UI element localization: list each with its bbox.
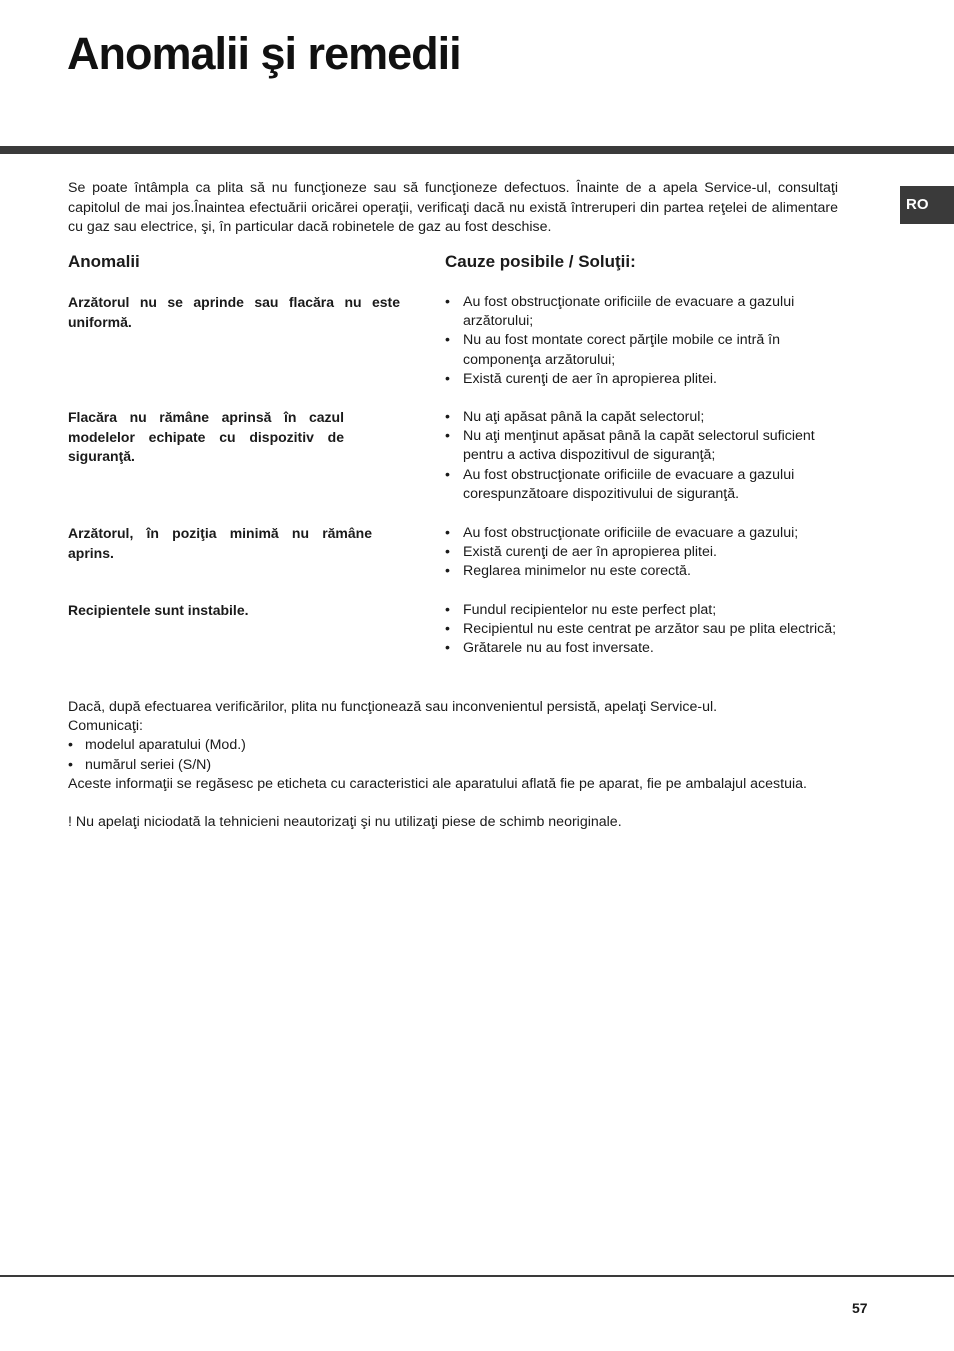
causes-list [445,601,855,659]
closing-notes [68,698,828,832]
page-number: 57 [852,1300,868,1316]
cause-item: • Grătarele nu au fost inversate. [445,639,855,658]
cause-item: • Au fost obstrucţionate orificiile de evacuare a gazului arzătorului; [445,294,795,330]
cause-item: • Au fost obstrucţionate orificiile de evacuare a gazului; [445,524,855,543]
causes-heading: Cauze posibile / Soluţii: [445,252,636,271]
causes-list [445,293,855,389]
cause-item: • Au fost obstrucţionate orificiile de evacuare a gazului corespunzătoare dispozitivului de siguranţă. [445,466,795,502]
bullet-icon: • [445,544,450,561]
bullet-icon: • [445,294,450,310]
communicate-label: Comunicaţi: [68,718,143,735]
cause-item: • Recipientul nu este centrat pe arzător sau pe plita electrică; [445,620,855,639]
anomaly-text: Arzătorul, în poziţia minimă nu rămâne aprins. [68,525,372,561]
anomaly-text: Recipientele sunt instabile. [68,602,249,618]
cause-item: • Reglarea minimelor nu este corectă. [445,562,855,581]
cause-item: • Există curenţi de aer în apropierea plitei. [445,543,855,562]
footer-divider [0,1275,954,1277]
anomaly-text: Arzătorul nu se aprinde sau flacăra nu este uniformă. [68,294,400,330]
intro-paragraph: Se poate întâmpla ca plita să nu funcţioneze sau să funcţioneze defectuos. Înainte de a apela Service-ul, consultaţi capitolul de mai jos.Înaintea efectuării oricărei operaţii, verificaţi dacă nu există întreruperi din partea reţelei de alimentare cu gaz sau electrice, şi, în particular dacă robinetele de gaz au fost deschise. [68,180,838,235]
cause-item: • Nu aţi apăsat până la capăt selectorul; [445,408,855,427]
bullet-icon: • [445,428,450,445]
bullet-icon: • [445,602,450,618]
info-bullet: • numărul seriei (S/N) [68,756,828,775]
bullet-icon: • [68,756,73,773]
cause-item: • Fundul recipientelor nu este perfect plat; [445,601,855,620]
cause-item: • Nu aţi menţinut apăsat până la capăt selectorul suficient pentru a activa dispozitivul de siguranţă; [445,428,815,464]
cause-item: • Există curenţi de aer în apropierea plitei. [445,370,855,389]
cause-item: • Nu au fost montate corect părţile mobile ce intră în componenţa arzătorului; [445,332,781,368]
anomaly-text: Flacăra nu rămâne aprinsă în cazul modelelor echipate cu dispozitiv de siguranţă. [68,409,344,464]
header-divider [0,146,954,154]
bullet-icon: • [445,621,450,638]
causes-list [445,524,855,582]
page-title: Anomalii şi remedii [67,28,461,79]
bullet-icon: • [445,640,450,657]
warning-note: ! Nu apelaţi niciodată la tehnicieni neautorizaţi şi nu utilizaţi piese de schimb neoriginale. [68,814,622,831]
bullet-icon: • [445,466,450,483]
bullet-icon: • [445,563,450,580]
bullet-icon: • [445,370,450,387]
anomalies-heading: Anomalii [68,252,140,271]
bullet-icon: • [445,525,450,541]
causes-list [445,408,855,504]
bullet-icon: • [445,332,450,349]
bullet-icon: • [445,409,450,425]
label-location-note: Aceste informaţii se regăsesc pe eticheta cu caracteristici ale aparatului aflată fie pe aparat, fie pe ambalajul acestuia. [68,775,807,792]
info-bullet: • modelul aparatului (Mod.) [68,736,828,755]
language-tab: RO [900,186,954,224]
service-note: Dacă, după efectuarea verificărilor, plita nu funcţionează sau inconvenientul persistă, apelaţi Service-ul. [68,699,718,715]
bullet-icon: • [68,737,73,754]
